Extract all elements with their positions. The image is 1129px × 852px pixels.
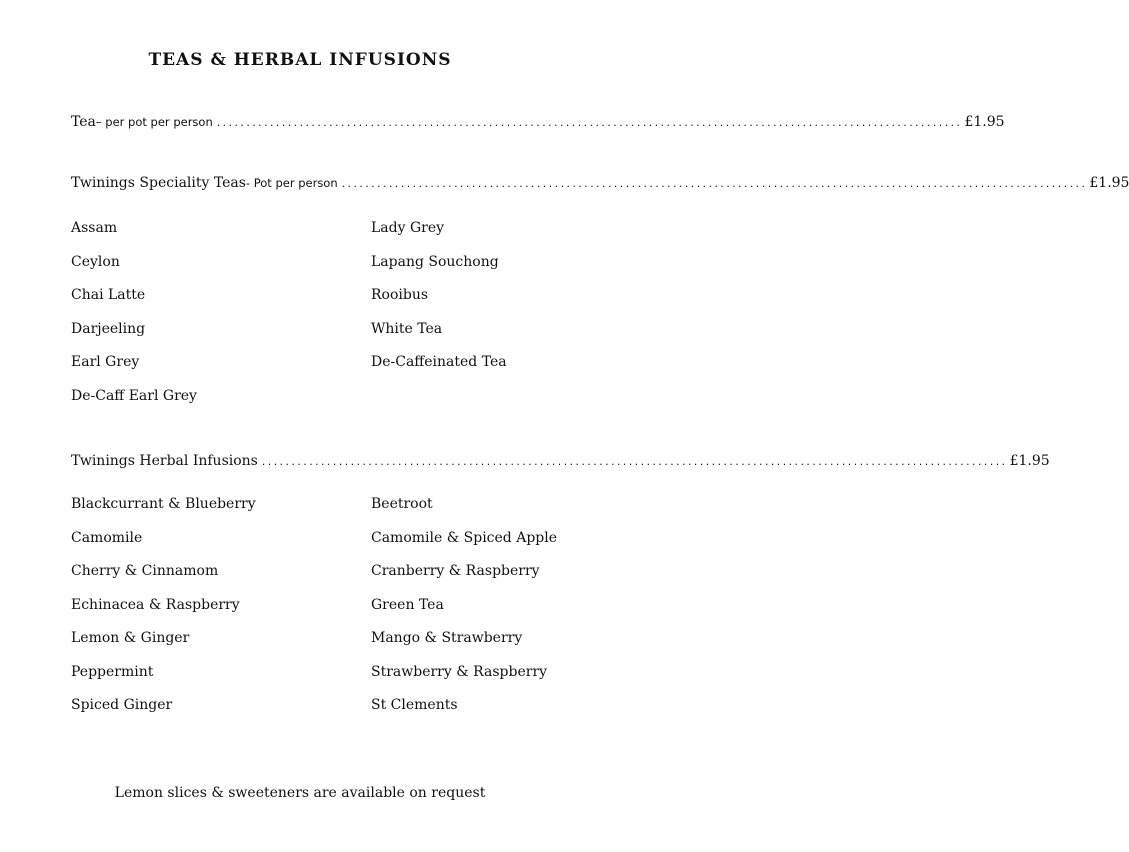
list-item: Lady Grey: [371, 220, 445, 236]
speciality-list-left: [71, 218, 197, 419]
speciality-price-line: [71, 175, 1129, 191]
dot-leader: ..............................................................................................................................: [340, 180, 1087, 190]
tea-price-line: [71, 114, 1005, 130]
list-item: Chai Latte: [71, 287, 146, 303]
list-item: Camomile: [71, 529, 143, 546]
list-item: Beetroot: [371, 496, 433, 512]
list-item: Camomile & Spiced Apple: [371, 529, 558, 546]
list-item: Earl Grey: [71, 354, 140, 370]
list-item: Ceylon: [71, 253, 120, 270]
tea-subtitle: – per pot per person: [95, 115, 213, 129]
list-item: Mango & Strawberry: [371, 630, 523, 646]
list-item: De-Caffeinated Tea: [371, 354, 507, 370]
herbal-list-right: [371, 494, 557, 729]
speciality-subtitle: - Pot per person: [245, 176, 338, 190]
list-item: De-Caff Earl Grey: [71, 387, 197, 404]
tea-price: £1.95: [964, 114, 1005, 130]
list-item: Spiced Ginger: [71, 697, 173, 713]
list-item: St Clements: [371, 697, 458, 713]
list-item: Darjeeling: [71, 320, 146, 337]
list-item: Lapang Souchong: [371, 253, 499, 270]
tea-name: Tea: [71, 114, 96, 130]
list-item: Cranberry & Raspberry: [371, 563, 540, 579]
page-title: TEAS & HERBAL INFUSIONS: [148, 50, 452, 70]
herbal-list-left: [71, 494, 256, 729]
list-item: Cherry & Cinnamom: [71, 563, 219, 579]
speciality-price: £1.95: [1089, 175, 1129, 191]
footer-note: Lemon slices & sweeteners are available on request: [114, 785, 486, 801]
list-item: Peppermint: [71, 663, 154, 680]
list-item: Green Tea: [371, 596, 444, 613]
speciality-name: Twinings Speciality Teas: [71, 175, 246, 191]
list-item: Echinacea & Raspberry: [71, 596, 240, 613]
list-item: White Tea: [371, 320, 443, 337]
herbal-price-line: [71, 453, 1050, 469]
herbal-price: £1.95: [1009, 453, 1050, 469]
list-item: Lemon & Ginger: [71, 630, 190, 646]
dot-leader: ..............................................................................................................................: [260, 458, 1007, 468]
speciality-list-right: [371, 218, 507, 386]
list-item: Assam: [71, 220, 118, 236]
list-item: Rooibus: [371, 287, 429, 303]
dot-leader: ..............................................................................................................................: [215, 119, 962, 129]
herbal-name: Twinings Herbal Infusions: [71, 453, 258, 469]
list-item: Strawberry & Raspberry: [371, 663, 548, 680]
list-item: Blackcurrant & Blueberry: [71, 496, 256, 512]
